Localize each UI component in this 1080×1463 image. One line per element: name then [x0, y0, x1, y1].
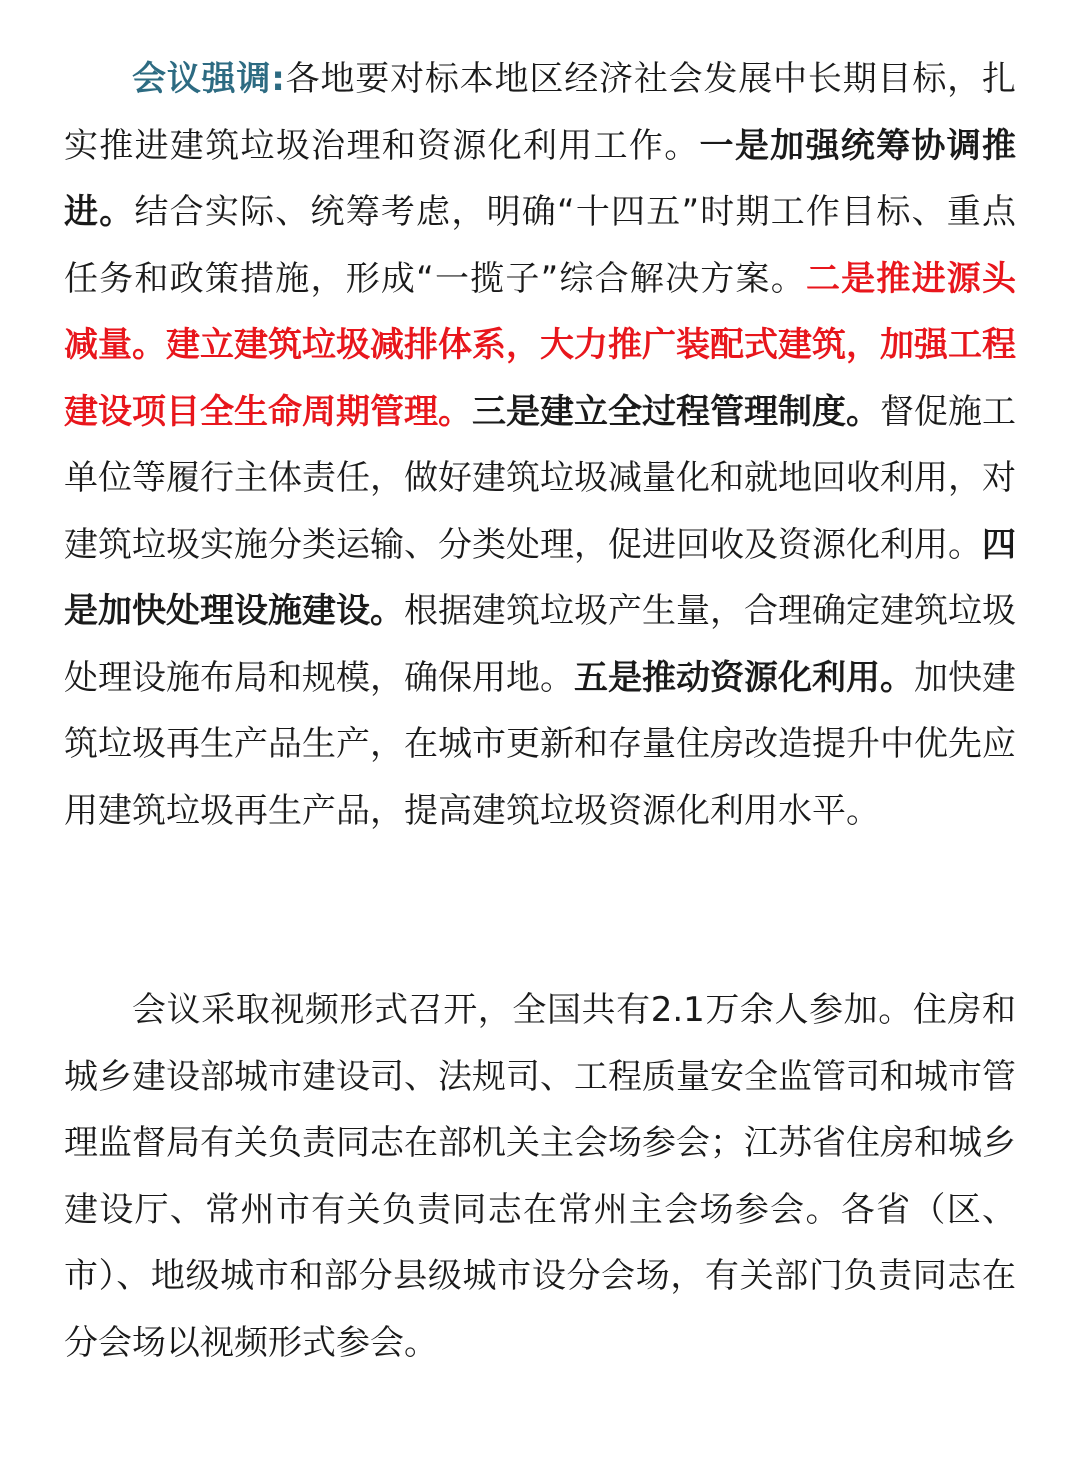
paragraph-meeting-emphasis	[64, 46, 1016, 844]
point-three-heading: 三是建立全过程管理制度。	[472, 391, 880, 432]
text-segment: 结合实际、统筹考虑，明确“十四五”时期工作目标、重点任务和政策措施，形成“一揽子”综合解决方案。	[64, 192, 1017, 299]
text-segment: 加快建筑垃圾再生产品生产，在城市更新和存量住房改造提升中优先应用建筑垃圾再生产品，提高建筑垃圾资源化利用水平。	[64, 657, 1016, 831]
text-segment: 各地要对标本地区经济社会发展中长期目标，扎实推进建筑垃圾治理和资源化利用工作。	[64, 59, 1016, 166]
article-body	[64, 46, 1016, 1376]
point-five-heading: 五是推动资源化利用。	[574, 657, 914, 698]
text-segment: 督促施工单位等履行主体责任，做好建筑垃圾减量化和就地回收利用，对建筑垃圾实施分类运输、分类处理，促进回收及资源化利用。	[64, 391, 1016, 565]
text-segment: 根据建筑垃圾产生量，合理确定建筑垃圾处理设施布局和规模，确保用地。	[64, 591, 1016, 698]
point-two-highlight: 二是推进源头减量。建立建筑垃圾减排体系，大力推广装配式建筑，加强工程建设项目全生命周期管理。	[64, 258, 1017, 432]
point-four-heading: 四是加快处理设施建设。	[64, 524, 1016, 631]
point-one-heading: 一是加强统筹协调推进。	[64, 125, 1017, 232]
lead-label: 会议强调:	[132, 59, 285, 99]
paragraph-meeting-format: 会议采取视频形式召开，全国共有2.1万余人参加。住房和城乡建设部城市建设司、法规司、工程质量安全监管司和城市管理监督局有关负责同志在部机关主会场参会；江苏省住房和城乡建设厅、常州市有关负责同志在常州主会场参会。各省（区、市）、地级城市和部分县级城市设分会场，有关部门负责同志在分会场以视频形式参会。	[64, 990, 1016, 1363]
